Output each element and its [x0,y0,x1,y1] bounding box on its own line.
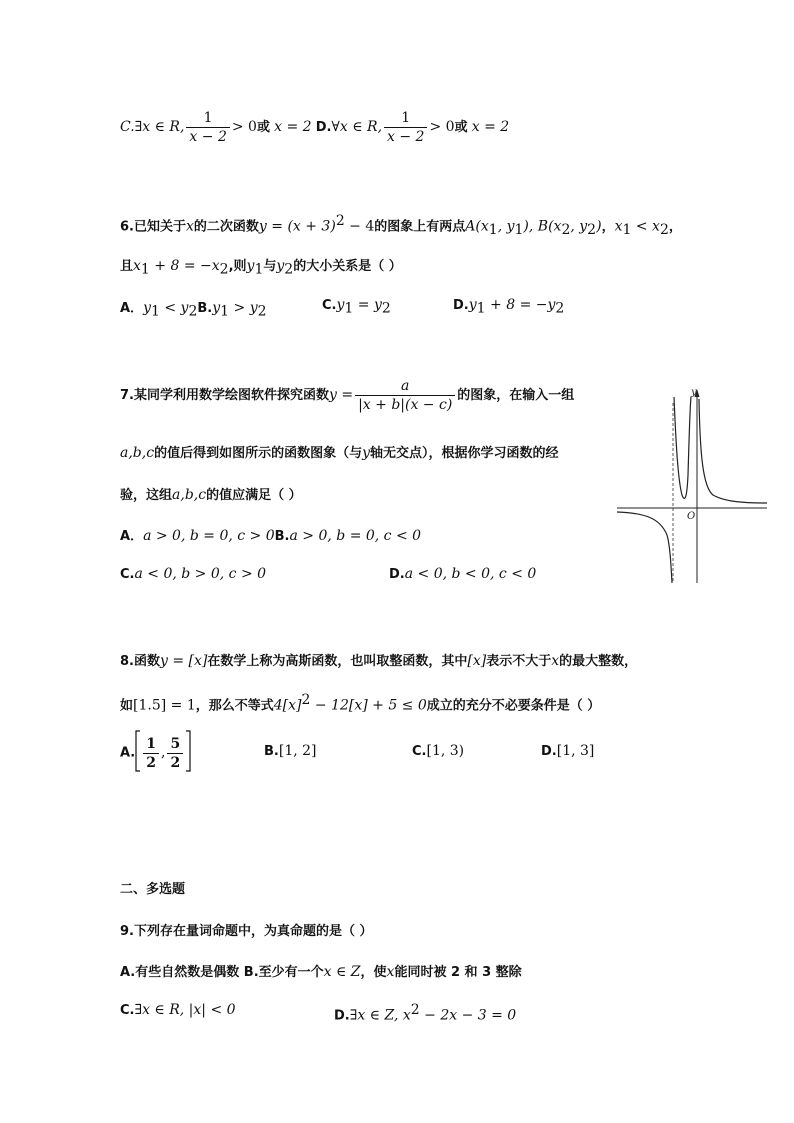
q7-stem-line1: 7.某同学利用数学绘图软件探究函数y = $\frac{a}{|x + b|(x - c)}$ 的图象，在输入一组 [120,378,575,413]
section-title: 二、多选题 [120,882,186,897]
q5-d-fraction: $\frac{1}{x - 2}$ [384,110,427,145]
q9-option-d: D.∃x ∈ Z, $x^2 - 2x - 3 = 0$ [334,1002,517,1024]
q6-option-d: $D.y_1 + 8 = -y_2$ [453,297,565,317]
q5-c-fraction: $\frac{1}{x - 2}$ [186,110,229,145]
q7-fraction: $\frac{a}{|x + b|(x - c)}$ [355,378,455,413]
q5-c-math: ∃x ∈ R, [134,119,185,135]
q9-stem: 9.下列存在量词命题中，为真命题的是（ ） [120,924,373,939]
q8-option-d: D.[1, 3] [541,743,595,759]
q7-option-a-b: A．a > 0, b = 0, c > 0B.a > 0, b = 0, c < 0 [120,528,422,544]
q7-stem-line2: a,b,c的值后得到如图所示的函数图象（与y轴无交点），根据你学习函数的经 [120,445,559,461]
right-bracket [185,730,191,776]
q6-option-a-b: A．$y_1 < y_2B.y_1 > y_2$ [120,300,267,320]
q7-stem-line3: 验，这组a,b,c的值应满足（ ） [120,487,302,503]
q8-a-fraction-1: $\frac{1}{2}$ [143,736,159,771]
q6-option-c: $C.y_1 = y_2$ [322,297,391,317]
q6-stem-line2: 且$x_1 + 8 = -x_2$,则$y_1$与$y_2$的大小关系是（ ） [120,258,402,278]
q8-stem-line1: 8.函数y = [x]在数学上称为高斯函数，也叫取整函数，其中[x]表示不大于x的最大整数， [120,653,638,669]
origin-label: O [687,511,696,522]
q8-option-b: B.[1, 2] [264,743,317,759]
left-bracket [135,730,141,776]
curve-right-branch [699,399,767,503]
q7-option-d: D.a < 0, b < 0, c < 0 [389,566,537,582]
curve-middle-branch [674,397,691,498]
q9-option-a-b: A.有些自然数是偶数 B.至少有一个x ∈ Z，使x能同时被 2 和 3 整除 [120,964,522,980]
q5-options-line: C.∃x ∈ R, $\frac{1}{x - 2}$ > 0或 x = 2 D.∀x ∈ R, $\frac{1}{x - 2}$ > 0或 x = 2 [120,110,510,145]
q5-c-label: C. [120,119,135,135]
q6-stem-line1: 6.已知关于x的二次函数$y = (x + 3)^2 - 4$的图象上有两点$A(x_1$, $y_1$), $B(x_2$, $y_2$)，$x_1 < x_2$， [120,213,682,238]
q8-option-a: A. $\frac{1}{2}$ , $\frac{5}{2}$ [120,730,191,776]
q7-function-graph [615,385,770,585]
q8-a-fraction-2: $\frac{5}{2}$ [167,736,183,771]
q8-stem-line2: 如[1.5] = 1，那么不等式$4[x]^2 - 12[x] + 5 \le 0$成立的充分不必要条件是（ ） [120,692,601,714]
curve-left-branch [617,512,672,583]
y-axis-label: y [691,387,697,398]
q9-option-c: C.∃x ∈ R, |x| < 0 [120,1002,236,1018]
q8-option-c: C.[1, 3) [412,743,465,759]
q7-option-c: C.a < 0, b > 0, c > 0 [120,566,267,582]
q5-d-math: ∀x ∈ R, [331,119,383,135]
q5-d-label: D. [315,120,332,135]
